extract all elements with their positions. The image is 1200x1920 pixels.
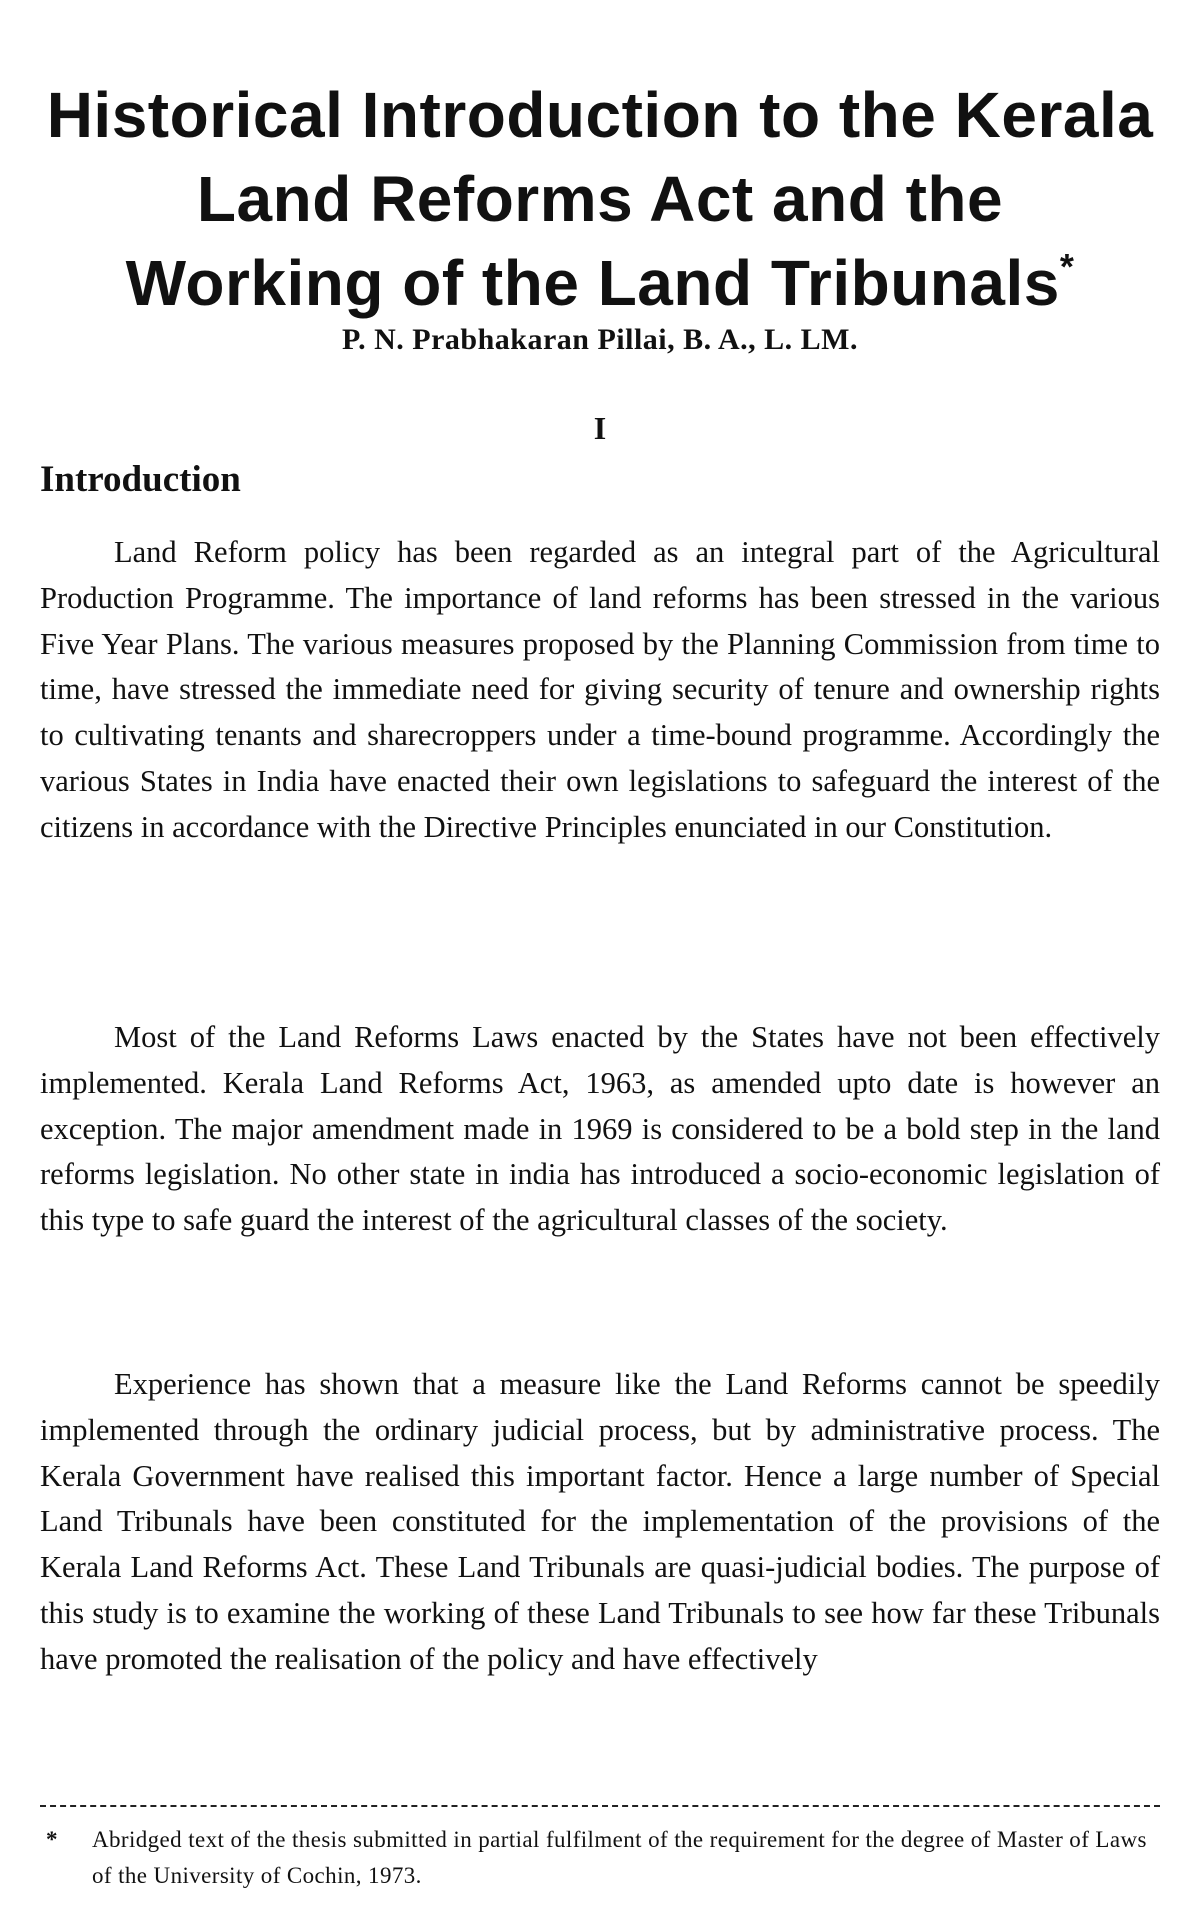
title-line-2: Land Reforms Act and the: [196, 162, 1004, 235]
author-byline: P. N. Prabhakaran Pillai, B. A., L. LM.: [342, 323, 858, 356]
section-heading: Introduction: [40, 459, 241, 500]
footnote-divider: [40, 1805, 1160, 1807]
paragraph-1: Land Reform policy has been regarded as an integral part of the Agricultural Production Programme. The importance of land reforms has been stressed in the various Five Year Plans. The various measures proposed by the Planning Commission from time to time, have stressed the immediate need for giving security of tenure and ownership rights to cultivating tenants and sharecroppers under a time-bound programme. Accordingly the various States in India have enacted their own legislations to safeguard the interest of the citizens in accordance with the Directive Principles enunciated in our Constitution.: [40, 535, 1160, 844]
paragraph-3: Experience has shown that a measure like the Land Reforms cannot be speedily implemented through the ordinary judicial process, but by administrative process. The Kerala Government have realised this important factor. Hence a large number of Special Land Tribunals have been constituted for the implementation of the provisions of the Kerala Land Reforms Act. These Land Tribunals are quasi-judicial bodies. The purpose of this study is to examine the working of these Land Tribunals to see how far these Tribunals have promoted the realisation of the policy and have effectively: [40, 1367, 1160, 1676]
paragraph-2: Most of the Land Reforms Laws enacted by the States have not been effectively implemented. Kerala Land Reforms Act, 1963, as amended upto date is however an exception. The major amendment made in 1969 is considered to be a bold step in the land reforms legislation. No other state in india has introduced a socio-economic legislation of this type to safe guard the interest of the agricultural classes of the society.: [40, 1020, 1160, 1238]
section-numeral: I: [593, 410, 607, 446]
footnote-text: Abridged text of the thesis submitted in partial fulfilment of the requirement for the degree of Master of Laws of the University of Cochin, 1973.: [92, 1827, 1147, 1888]
footnote: [40, 1822, 1160, 1894]
document-title: [20, 73, 1180, 325]
title-line-3-text: Working of the Land Tribunals: [125, 246, 1060, 319]
title-line-1: Historical Introduction to the Kerala: [46, 78, 1154, 151]
footnote-mark: *: [46, 1827, 58, 1852]
title-footnote-mark: *: [1059, 245, 1075, 287]
title-line-3: [20, 241, 1180, 325]
